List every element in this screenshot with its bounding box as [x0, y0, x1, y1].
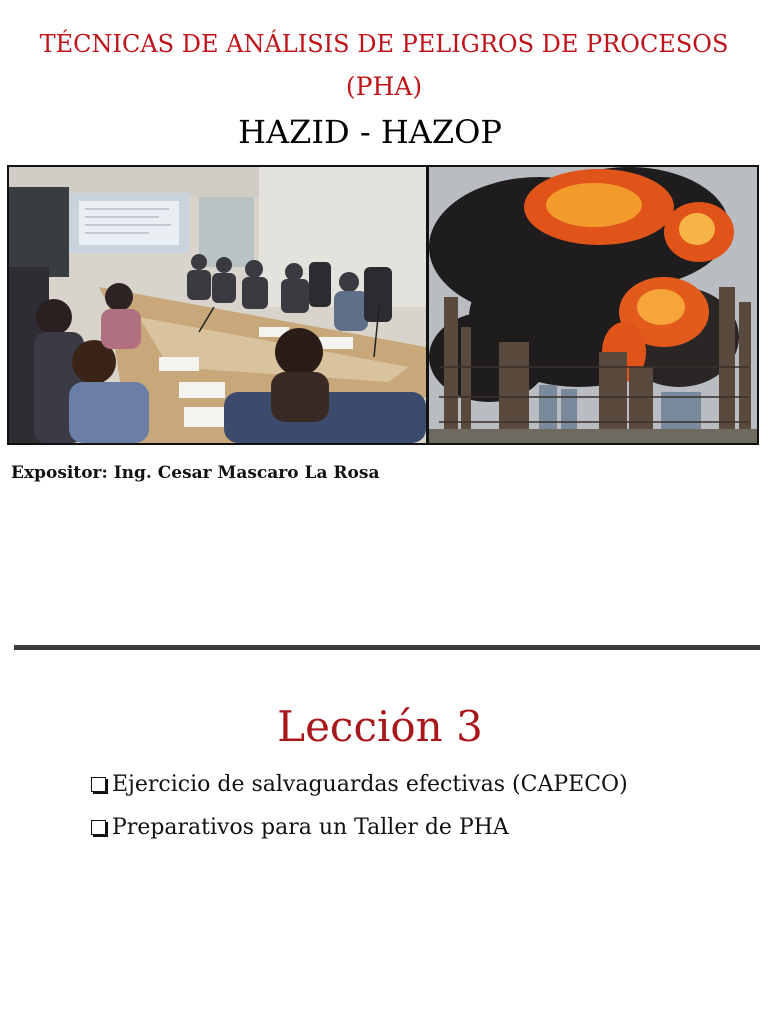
list-item-text: Ejercicio de salvaguardas efectivas (CAPECO): [112, 772, 628, 797]
document-subtitle: HAZID - HAZOP: [238, 113, 502, 151]
checkbox-bullet-icon: [91, 777, 106, 792]
presenter-label: Expositor: Ing. Cesar Mascaro La Rosa: [11, 463, 380, 483]
list-item-text: Preparativos para un Taller de PHA: [112, 815, 509, 840]
document-title: TÉCNICAS DE ANÁLISIS DE PELIGROS DE PROCESOS: [39, 30, 729, 58]
document-title-acronym: (PHA): [345, 72, 423, 101]
list-item: [91, 815, 509, 840]
refinery-explosion-photo: [429, 167, 757, 443]
checkbox-bullet-icon: [91, 820, 106, 835]
header-photos: [7, 165, 759, 445]
list-item: [91, 772, 628, 797]
meeting-room-photo: [9, 167, 426, 443]
section-divider: [14, 645, 760, 650]
lesson-title: Lección 3: [277, 702, 483, 751]
